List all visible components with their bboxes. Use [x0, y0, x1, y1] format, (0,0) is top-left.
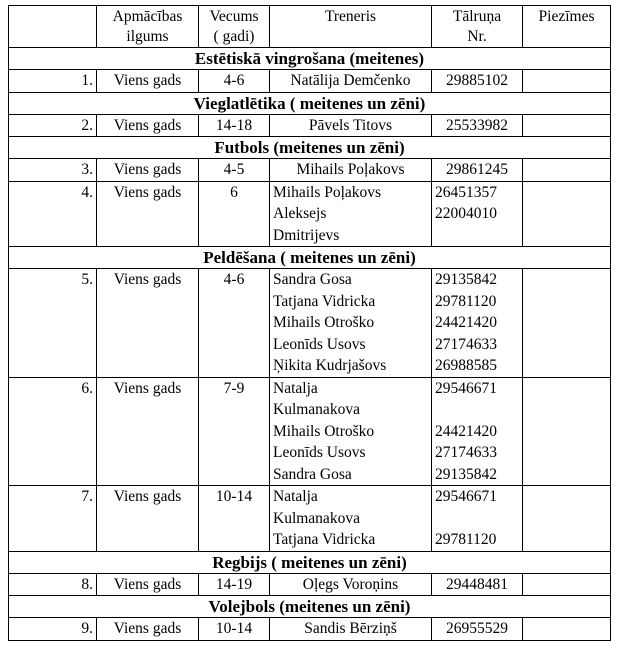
notes-cell [523, 70, 611, 93]
coach-name: Sandra Gosa [273, 465, 352, 483]
sport-heading-row [9, 48, 611, 70]
coach-cell [270, 486, 432, 552]
phone-number: 26955529 [446, 620, 508, 637]
phone-cell [432, 486, 523, 552]
table-row [9, 159, 611, 182]
sport-heading: Estētiskā vingrošana (meitenes) [9, 48, 611, 70]
phone-number: 29135842 [435, 271, 497, 288]
header-notes: Piezīmes [523, 6, 611, 48]
header-phone-line: Nr. [467, 28, 487, 45]
phone-number: 22004010 [435, 205, 497, 222]
phone-number: 29885102 [446, 72, 508, 89]
row-number: 2. [9, 114, 97, 137]
coach-name: Oļegs Voroņins [302, 575, 399, 593]
phone-cell [432, 181, 523, 247]
sport-heading: Regbijs ( meitenes un zēni) [9, 551, 611, 573]
notes-cell [523, 377, 611, 486]
phone-cell [432, 114, 523, 137]
header-duration-line: ilgums [126, 28, 169, 45]
sport-heading-row [9, 596, 611, 618]
coach-cell [270, 114, 432, 137]
age-range: 10-14 [199, 618, 270, 641]
training-duration: Viens gads [97, 377, 199, 486]
coach-name: Tatjana Vidricka [273, 531, 376, 548]
coach-name: Ņikita Kudrjašovs [273, 357, 387, 374]
age-range: 7-9 [199, 377, 270, 486]
coach-cell [270, 573, 432, 596]
coach-name: Natālija Demčenko [290, 72, 411, 89]
notes-cell [523, 181, 611, 247]
phone-cell [432, 618, 523, 641]
table-row [9, 181, 611, 247]
row-number: 3. [9, 159, 97, 182]
row-number: 5. [9, 269, 97, 378]
table-row [9, 486, 611, 552]
phone-number: 27174633 [435, 444, 497, 461]
phone-number: 24421420 [435, 422, 497, 440]
row-number: 6. [9, 377, 97, 486]
age-range: 4-6 [199, 70, 270, 93]
coach-name: Sandis Bērziņš [304, 620, 397, 637]
row-number: 9. [9, 618, 97, 641]
training-duration: Viens gads [97, 486, 199, 552]
header-age-line: ( gadi) [213, 28, 255, 45]
header-phone-line: Tālruņa [452, 8, 502, 25]
age-range: 10-14 [199, 486, 270, 552]
sport-heading-row [9, 551, 611, 573]
age-range: 6 [199, 181, 270, 247]
training-duration: Viens gads [97, 573, 199, 596]
notes-cell [523, 159, 611, 182]
header-duration [97, 6, 199, 48]
age-range: 4-5 [199, 159, 270, 182]
row-number: 7. [9, 486, 97, 552]
phone-number: 29861245 [446, 161, 508, 178]
sport-heading-row [9, 247, 611, 269]
coach-name: Mihails Otroško [273, 314, 375, 331]
phone-number [435, 399, 519, 421]
age-range: 4-6 [199, 269, 270, 378]
coach-name: Mihails Poļakovs [273, 183, 382, 201]
age-range: 14-18 [199, 114, 270, 137]
coach-name: Leonīds Usovs [273, 335, 366, 353]
coach-name: Pāvels Titovs [308, 116, 393, 134]
phone-number: 25533982 [446, 116, 508, 134]
training-duration: Viens gads [97, 181, 199, 247]
coach-cell [270, 159, 432, 182]
phone-number: 26988585 [435, 357, 497, 374]
table-row [9, 269, 611, 378]
coach-name: Leonīds Usovs [273, 444, 366, 461]
training-duration: Viens gads [97, 618, 199, 641]
notes-cell [523, 618, 611, 641]
row-number: 4. [9, 181, 97, 247]
phone-number: 29781120 [435, 531, 497, 548]
phone-number [435, 508, 519, 530]
phone-cell [432, 269, 523, 378]
row-number: 8. [9, 573, 97, 596]
coach-name: Mihails Otroško [273, 422, 375, 440]
coach-name: Natalja [273, 379, 318, 397]
table-row [9, 114, 611, 137]
table-row [9, 618, 611, 641]
phone-cell [432, 70, 523, 93]
coach-cell [270, 269, 432, 378]
sport-heading-row [9, 137, 611, 159]
row-number: 1. [9, 70, 97, 93]
coach-name: Kulmanakova [273, 509, 360, 527]
phone-number: 29546671 [435, 488, 497, 505]
header-row [9, 6, 611, 48]
phone-number: 29781120 [435, 292, 497, 310]
phone-number: 27174633 [435, 335, 497, 353]
phone-number: 26451357 [435, 183, 497, 201]
phone-cell [432, 377, 523, 486]
phone-number: 29546671 [435, 379, 497, 397]
phone-number: 29448481 [446, 575, 508, 593]
header-num [9, 6, 97, 48]
phone-number: 24421420 [435, 314, 497, 331]
coach-name: Dmitrijevs [273, 226, 340, 244]
training-schedule-table [8, 5, 611, 641]
coach-cell [270, 70, 432, 93]
header-age-line: Vecums [209, 8, 259, 25]
coach-name: Sandra Gosa [273, 271, 352, 288]
training-duration: Viens gads [97, 269, 199, 378]
header-coach: Treneris [270, 6, 432, 48]
notes-cell [523, 573, 611, 596]
sport-heading-row [9, 92, 611, 114]
sport-heading: Vieglatlētika ( meitenes un zēni) [9, 92, 611, 114]
table-row [9, 377, 611, 486]
notes-cell [523, 114, 611, 137]
phone-cell [432, 573, 523, 596]
phone-number: 29135842 [435, 465, 497, 483]
phone-cell [432, 159, 523, 182]
phone-number [435, 225, 519, 247]
coach-name: Kulmanakova [273, 401, 360, 418]
header-age [199, 6, 270, 48]
notes-cell [523, 269, 611, 378]
coach-name: Mihails Poļakovs [296, 161, 405, 178]
table-row [9, 70, 611, 93]
coach-cell [270, 377, 432, 486]
coach-name: Natalja [273, 488, 318, 505]
schedule-body [9, 48, 611, 641]
sport-heading: Futbols (meitenes un zēni) [9, 137, 611, 159]
coach-cell [270, 618, 432, 641]
age-range: 14-19 [199, 573, 270, 596]
coach-name: Tatjana Vidricka [273, 292, 376, 310]
header-phone [432, 6, 523, 48]
training-duration: Viens gads [97, 114, 199, 137]
training-duration: Viens gads [97, 159, 199, 182]
table-row [9, 573, 611, 596]
sport-heading: Volejbols (meitenes un zēni) [9, 596, 611, 618]
header-duration-line: Apmācības [112, 8, 183, 25]
coach-name: Aleksejs [273, 205, 327, 222]
notes-cell [523, 486, 611, 552]
sport-heading: Peldēšana ( meitenes un zēni) [9, 247, 611, 269]
coach-cell [270, 181, 432, 247]
training-duration: Viens gads [97, 70, 199, 93]
